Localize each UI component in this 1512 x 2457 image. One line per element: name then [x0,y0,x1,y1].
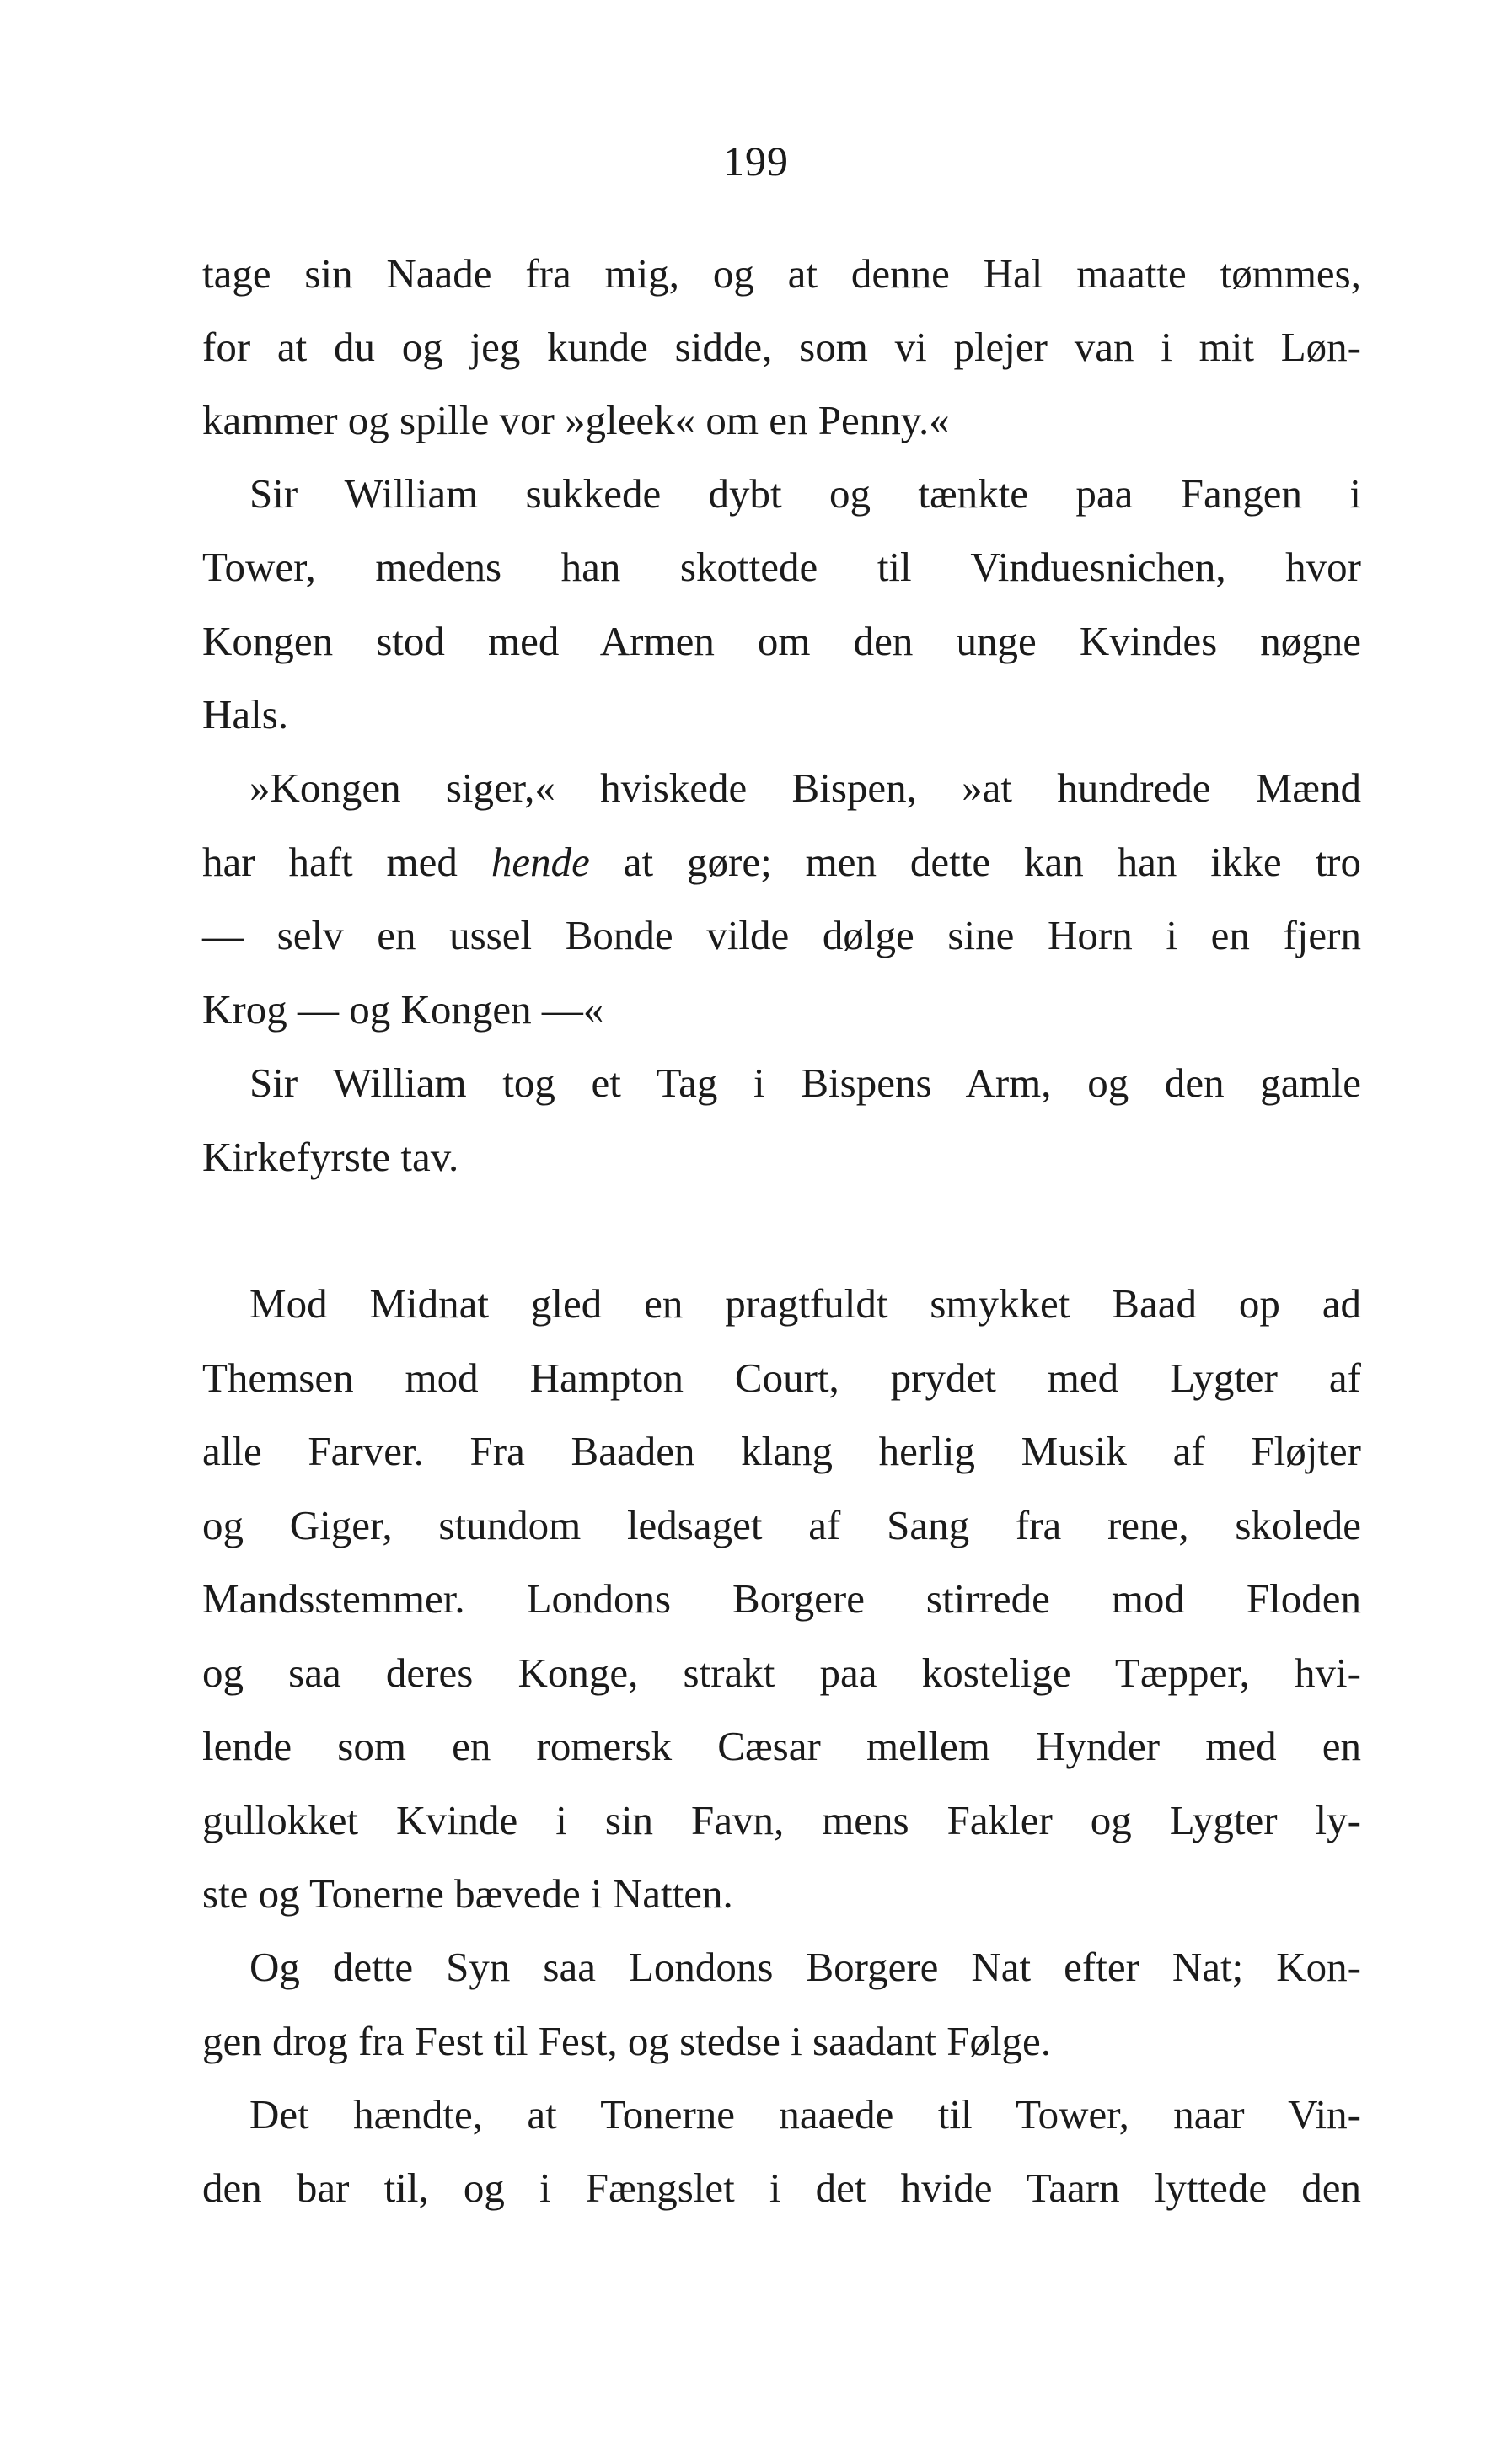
text-line: Sir William tog et Tag i Bispens Arm, og den gamle [249,1060,1361,1106]
italic-word: hende [491,839,590,885]
text-line: Sir William sukkede dybt og tænkte paa Fangen i [249,470,1361,517]
text-line: Mod Midnat gled en pragtfuldt smykket Baad op ad [249,1280,1361,1327]
text-line: Kirkefyrste tav. [202,1134,459,1180]
text-segment: at gøre; men dette kan han ikke tro [589,839,1361,885]
text-line: Og dette Syn saa Londons Borgere Nat efter Nat; Kon- [249,1944,1361,1990]
text-line: og saa deres Konge, strakt paa kostelige Tæpper, hvi- [202,1650,1361,1696]
text-line: Tower, medens han skottede til Vinduesnichen, hvor [202,544,1361,590]
text-line [202,838,1361,887]
text-line: Mandsstemmer. Londons Borgere stirrede mod Floden [202,1575,1361,1622]
text-line: »Kongen siger,« hviskede Bispen, »at hundrede Mænd [249,764,1361,811]
text-line: tage sin Naade fra mig, og at denne Hal maatte tømmes, [202,250,1361,297]
text-segment: har haft med [202,839,491,885]
text-line: Hals. [202,691,289,738]
text-line: kammer og spille vor »gleek« om en Penny.« [202,397,950,443]
text-line: Themsen mod Hampton Court, prydet med Lygter af [202,1355,1361,1401]
text-line: den bar til, og i Fængslet i det hvide Taarn lyttede den [202,2165,1361,2211]
text-line: alle Farver. Fra Baaden klang herlig Musik af Fløjter [202,1428,1361,1474]
text-line: og Giger, stundom ledsaget af Sang fra rene, skolede [202,1502,1361,1548]
text-line: Krog — og Kongen —« [202,986,604,1033]
text-line: Kongen stod med Armen om den unge Kvindes nøgne [202,618,1361,664]
text-line: Det hændte, at Tonerne naaede til Tower, naar Vin- [249,2091,1361,2138]
text-line: for at du og jeg kunde sidde, som vi plejer van i mit Løn- [202,324,1361,370]
text-line: — selv en ussel Bonde vilde dølge sine Horn i en fjern [202,912,1361,958]
page-number: 199 [723,137,789,185]
text-line: lende som en romersk Cæsar mellem Hynder med en [202,1723,1361,1769]
text-line: gullokket Kvinde i sin Favn, mens Fakler og Lygter ly- [202,1797,1361,1843]
text-line: ste og Tonerne bævede i Natten. [202,1870,733,1917]
text-line: gen drog fra Fest til Fest, og stedse i saadant Følge. [202,2018,1052,2064]
